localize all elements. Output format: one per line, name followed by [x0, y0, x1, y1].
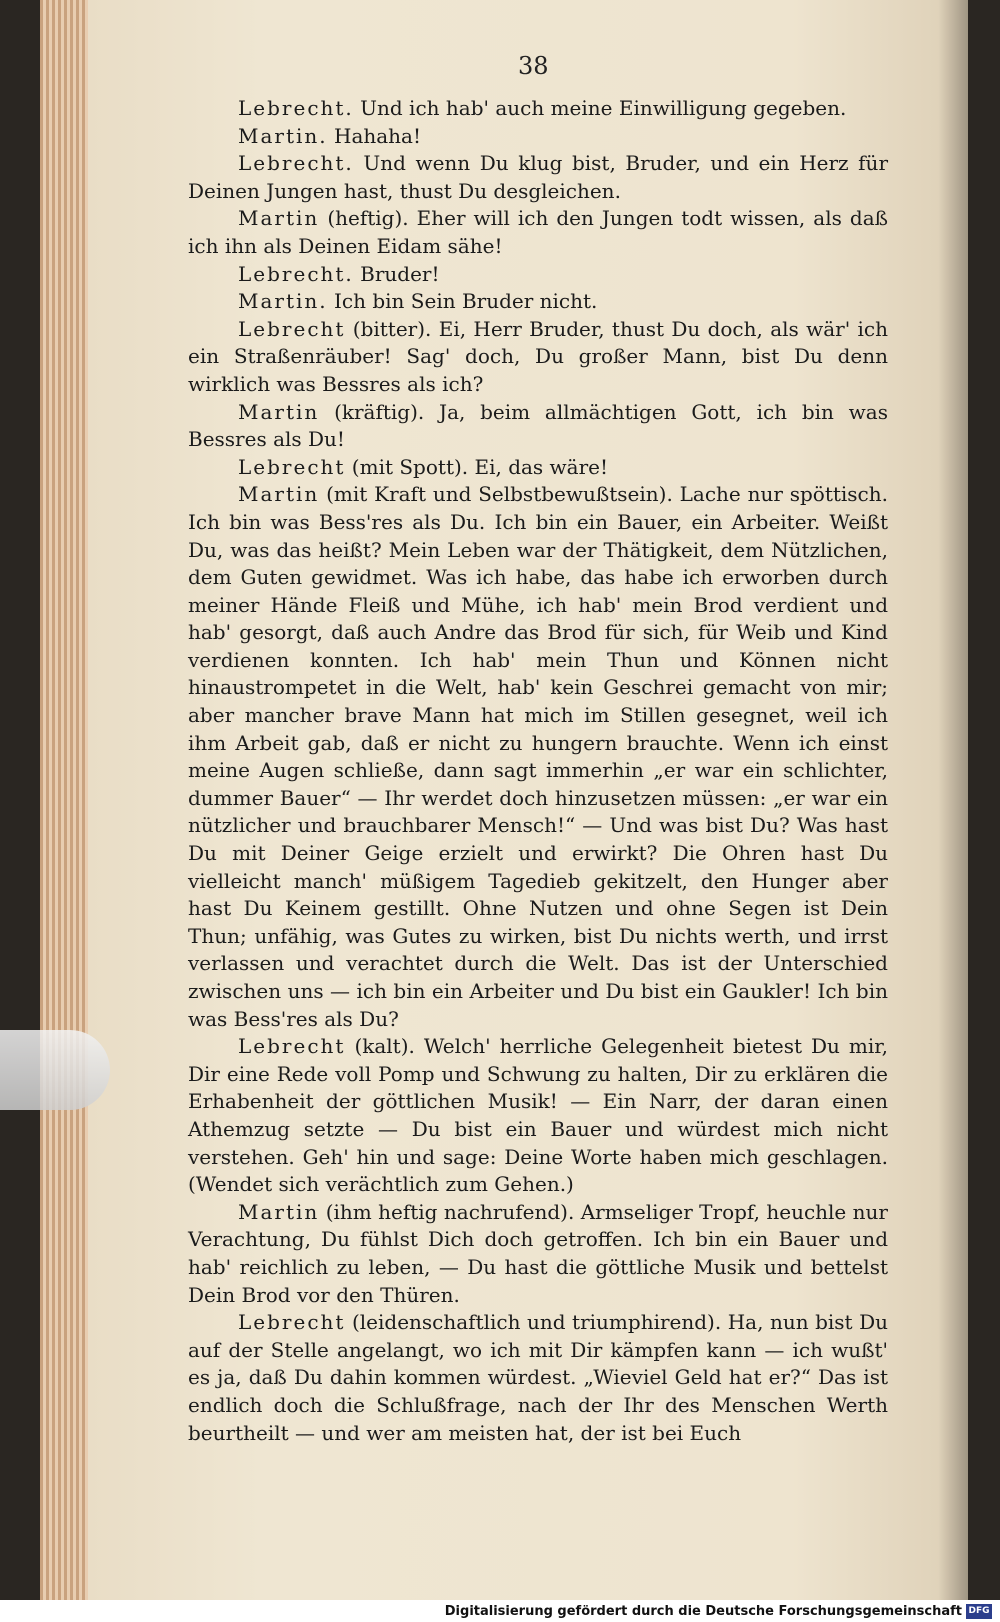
paragraph [188, 150, 888, 205]
speaker-name: Martin. [238, 289, 328, 314]
paragraph [188, 1199, 888, 1309]
paragraph-text: Hahaha! [334, 123, 422, 148]
paragraph-text: Bruder! [360, 261, 440, 286]
speaker-name: Martin. [238, 123, 328, 148]
bookmark-strip [0, 1030, 110, 1110]
paragraph-text: Und ich hab' auch meine Einwilligung gegeben. [360, 96, 847, 120]
paragraph [188, 123, 888, 151]
paragraph [188, 95, 888, 123]
paragraph [188, 1033, 888, 1199]
paragraph [188, 316, 888, 399]
footer-bar [0, 1600, 1000, 1622]
paragraph-text: (heftig). Eher will ich den Jungen todt wissen, als daß ich ihn als Deinen Eidam sähe! [188, 206, 888, 258]
paragraph-text: Ich bin Sein Bruder nicht. [334, 289, 598, 314]
page-text [188, 95, 888, 1447]
speaker-name: Lebrecht [238, 1310, 346, 1335]
speaker-name: Martin [238, 206, 320, 231]
spine-shadow [938, 0, 968, 1600]
speaker-name: Lebrecht [238, 1034, 346, 1059]
speaker-name: Martin [238, 482, 320, 507]
page-number: 38 [518, 52, 549, 80]
paragraph-text: (ihm heftig nachrufend). Armseliger Tropf, heuchle nur Verachtung, Du fühlst Dich doch getroffen. Ich bin ein Bauer und hab' reichlich zu leben, — Du hast die göttliche Musik und bettelst Dein Brod vor den Thüren. [188, 1199, 888, 1307]
paragraph [188, 399, 888, 454]
paragraph [188, 454, 888, 482]
speaker-name: Martin [238, 1199, 320, 1224]
paragraph-text: (mit Kraft und Selbstbewußtsein). Lache nur spöttisch. Ich bin was Bess'res als Du. Ich bin ein Bauer, ein Arbeiter. Weißt Du, was das heißt? Mein Leben war der Thätigkeit, dem Nützlichen, dem Guten gewidmet. Was ich habe, das habe ich erworben durch meiner Hände Fleiß und Mühe, ich hab' mein Brod verdient und hab' gesorgt, daß auch Andre das Brod für sich, für Weib und Kind verdienen konnten. Ich hab' mein Thun und Können nicht hinaustrompetet in die Welt, hab' kein Geschrei gemacht von mir; aber mancher brave Mann hat mich im Stillen gesegnet, weil ich ihm Arbeit gab, daß er nicht zu hungern brauchte. Wenn ich einst meine Augen schließe, dann sagt immerhin „er war ein schlichter, dummer Bauer“ — Ihr werdet doch hinzusetzen müssen: „er war ein nützlicher und brauchbarer Mensch!“ — Und was bist Du? Was hast Du mit Deiner Geige erzielt und erwirkt? Die Ohren hast Du vielleicht manch' müßigem Tagedieb gekitzelt, den Hunger aber hast Du Keinem gestillt. Ohne Nutzen und ohne Segen ist Dein Thun; unfähig, was Gutes zu wirken, bist Du nichts werth, und irrst verlassen und verachtet durch die Welt. Das ist der Unterschied zwischen uns — ich bin ein Arbeiter und Du bist ein Gaukler! Ich bin was Bess'res als Du? [188, 482, 888, 1031]
footer-credit: Digitalisierung gefördert durch die Deutsche Forschungsgemeinschaft [444, 1604, 962, 1619]
paragraph [188, 205, 888, 260]
paragraph [188, 481, 888, 1033]
paragraph [188, 1309, 888, 1447]
paragraph-text: (kalt). Welch' herrliche Gelegenheit bietest Du mir, Dir eine Rede voll Pomp und Schwung zu halten, Dir zu erklären die Erhabenheit der göttlichen Musik! — Ein Narr, der daran einen Athemzug setzte — Du bist ein Bauer und würdest mich nicht verstehen. Geh' hin und sage: Deine Worte haben mich geschlagen. (Wendet sich verächtlich zum Gehen.) [188, 1034, 889, 1197]
speaker-name: Lebrecht [238, 454, 346, 479]
speaker-name: Lebrecht. [238, 96, 354, 120]
paragraph-text: (bitter). Ei, Herr Bruder, thust Du doch, als wär' ich ein Straßenräuber! Sag' doch, Du großer Mann, bist Du denn wirklich was Bessres als ich? [188, 316, 889, 396]
book-page [88, 0, 968, 1600]
speaker-name: Martin [238, 399, 320, 424]
paragraph-text: (kräftig). Ja, beim allmächtigen Gott, ich bin was Bessres als Du! [188, 399, 888, 452]
speaker-name: Lebrecht. [238, 261, 354, 286]
paragraph-text: (mit Spott). Ei, das wäre! [351, 454, 609, 479]
paragraph [188, 288, 888, 316]
paragraph [188, 261, 888, 289]
paragraph-text: (leidenschaftlich und triumphirend). Ha, nun bist Du auf der Stelle angelangt, wo ich mit Dir kämpfen kann — ich wußt' es ja, daß Du dahin kommen würdest. „Wieviel Geld hat er?“ Das ist endlich doch die Schlußfrage, nach der Ihr des Menschen Werth beurtheilt — und wer am meisten hat, der ist bei Euch [188, 1310, 889, 1445]
speaker-name: Lebrecht. [238, 151, 354, 176]
page-edge [40, 0, 92, 1600]
dfg-logo: DFG [966, 1604, 992, 1619]
speaker-name: Lebrecht [238, 316, 346, 341]
paragraph-text: Und wenn Du klug bist, Bruder, und ein Herz für Deinen Jungen hast, thust Du desgleichen. [188, 151, 888, 203]
